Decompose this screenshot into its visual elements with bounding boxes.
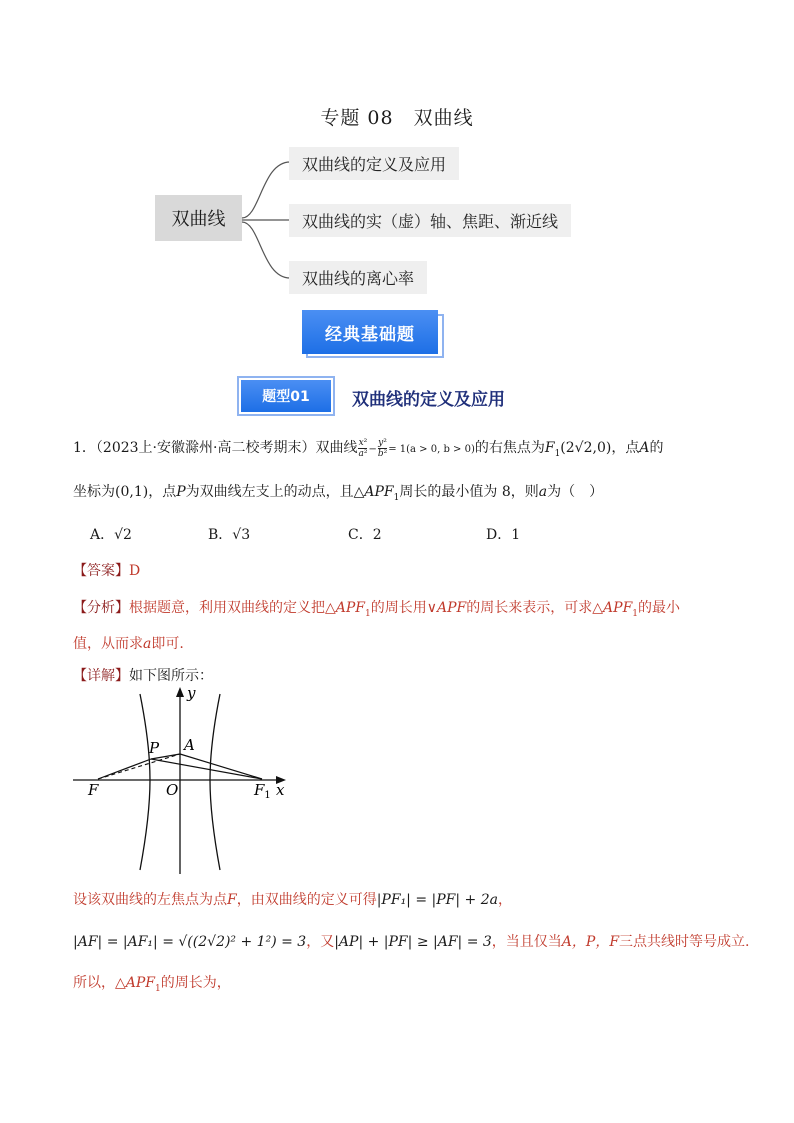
hyperbola-graph <box>68 684 298 876</box>
fraction-x2-a2: $\frac{\text{x²}}{\text{a²}}$ <box>358 437 368 459</box>
fraction-y2-b2: $\frac{\text{y²}}{\text{b²}}$ <box>377 437 388 459</box>
graph-label-f: F <box>88 781 99 799</box>
solution-line-2: |AF| = |AF₁| = √((2√2)² + 1²) = 3，又|AP| + |PF| ≥ |AF| = 3，当且仅当A，P，F三点共线时等号成立. <box>73 934 750 950</box>
section-badge: 经典基础题 <box>302 310 438 354</box>
answer-value: D <box>129 563 141 579</box>
mindmap-node-eccentricity: 双曲线的离心率 <box>289 261 427 294</box>
solution-line-3: 所以，$\triangle APF_1$的周长为， <box>73 975 231 994</box>
analysis-line-2: 值，从而求a即可. <box>73 636 184 652</box>
analysis-line-1: 【分析】根据题意，利用双曲线的定义把$\triangle APF_1$的周长用∨APF的周长来表示，可求$\triangle APF_1$的最小 <box>73 600 681 619</box>
answer-label: 【答案】 <box>73 563 129 579</box>
option-b[interactable]: B．√3 <box>208 527 251 543</box>
mindmap-node-axes: 双曲线的实（虚）轴、焦距、渐近线 <box>289 204 571 237</box>
graph-label-origin: O <box>166 781 179 799</box>
answer-line <box>73 560 140 580</box>
option-c[interactable]: C．2 <box>348 527 382 543</box>
graph-label-a: A <box>184 736 195 754</box>
page-title: 专题 08 双曲线 <box>320 107 474 129</box>
question-line-2: 坐标为(0,1)，点P为双曲线左支上的动点，且$\triangle APF_1$周长的最小值为 8，则a为（ ） <box>73 484 604 503</box>
question-line-1: 1．（2023上·安徽滁州·高二校考期末）双曲线 $\frac{\text{x²}}{\text{a²}}$ − $\frac{\text{y²}}{\text{b²}}$ = 1(a > 0, b > 0)的右焦点为$F_1(2√2,0)$，点A的 <box>73 437 664 459</box>
type-title: 双曲线的定义及应用 <box>352 390 505 410</box>
graph-label-x: x <box>276 781 285 799</box>
graph-label-p: P <box>149 739 160 757</box>
mindmap-root: 双曲线 <box>155 195 242 241</box>
option-a[interactable]: A．√2 <box>90 527 132 543</box>
detail-line: 【详解】如下图所示： <box>73 668 213 684</box>
option-d[interactable]: D．1 <box>486 527 521 543</box>
mindmap-node-definition: 双曲线的定义及应用 <box>289 147 459 180</box>
graph-label-y: y <box>187 684 196 702</box>
graph-label-f1: $F_1$ <box>254 781 271 801</box>
solution-line-1: 设该双曲线的左焦点为点F，由双曲线的定义可得|PF₁| = |PF| + 2a， <box>73 892 512 908</box>
type-badge: 题型01 <box>237 376 329 410</box>
